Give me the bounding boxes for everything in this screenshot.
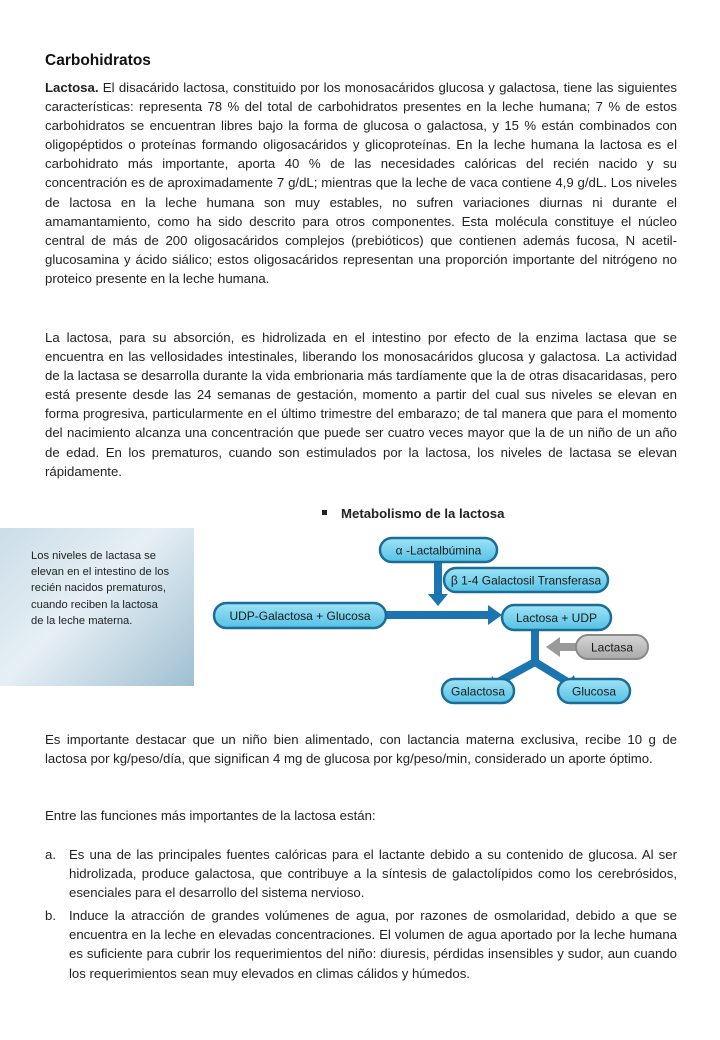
node-udp-label: UDP-Galactosa + Glucosa	[229, 609, 371, 623]
paragraph-funciones-intro: Entre las funciones más importantes de la lactosa están:	[45, 808, 376, 823]
node-alpha-label: α -Lactalbúmina	[395, 543, 482, 558]
lead-term: Lactosa.	[45, 80, 99, 95]
section-heading	[322, 506, 504, 521]
arrow-udp-head	[488, 605, 502, 625]
sidebar-note-text: Los niveles de lactasa se elevan en el intestino de los recién nacidos prematuros, cuando reciben la lactosa de la leche materna.	[31, 550, 170, 627]
list-item	[45, 845, 677, 902]
list-item	[45, 906, 677, 982]
paragraph-absorcion: La lactosa, para su absorción, es hidrolizada en el intestino por efecto de la enzima lactasa que se encuentra en las vellosidades intestinales, liberando los monosacáridos glucosa y galactosa. La actividad de la lactasa se desarrolla durante la vida embrionaria más tardíamente que la de otras disacaridasas, pero está presente desde las 24 semanas de gestación, momento a partir del cual sus niveles se elevan en forma progresiva, particularmente en el último trimestre del embarazo; de tal manera que para el momento del nacimiento alcanza una concentración que puede ser cuatro veces mayor que la de un niño de un año de edad. En los prematuros, cuando son estimulados por la lactosa, los niveles de lactasa se elevan rápidamente.	[45, 330, 677, 479]
node-glucosa	[558, 679, 630, 703]
page-title: Carbohidratos	[45, 52, 151, 69]
lactose-metabolism-diagram	[200, 528, 660, 713]
arrow-lactasa-head	[546, 637, 560, 657]
node-lactasa-label: Lactasa	[590, 640, 634, 655]
arrow-branch-right	[535, 662, 566, 681]
list-marker: a.	[45, 847, 56, 862]
list-item-text: Es una de las principales fuentes calóricas para el lactante debido a su contenido de glucosa. Al ser hidrolizada, produce galactosa, que contribuye a la síntesis de galactolípidos como los cerebrósidos, esenciales para el desarrollo del sistema nervioso.	[69, 847, 677, 901]
node-alpha-lactalbumina	[380, 538, 497, 562]
node-glucosa-label: Glucosa	[571, 684, 617, 699]
paragraph-aporte: Es importante destacar que un niño bien alimentado, con lactancia materna exclusiva, recibe 10 g de lactosa por kg/peso/día, que significan 4 mg de glucosa por kg/peso/min, considerado un aporte óptimo.	[45, 732, 677, 767]
node-lactosa-udp	[502, 605, 611, 630]
node-enzyme-label: β 1-4 Galactosil Transferasa	[450, 573, 602, 588]
list-marker: b.	[45, 908, 56, 924]
bullet-icon	[322, 510, 327, 515]
arrow-alpha-head	[428, 594, 448, 606]
arrow-udp-right	[384, 611, 490, 619]
node-galactosa-label: Galactosa	[450, 684, 506, 699]
node-lactasa	[576, 635, 648, 659]
sidebar-note-box	[0, 528, 194, 686]
list-item-text: Induce la atracción de grandes volúmenes de agua, por razones de osmolaridad, debido a que se encuentra en la leche en elevadas concentraciones. El volumen de agua aportado por la leche humana es suficiente para cubrir los requerimientos del niño: diuresis, pérdidas insensibles y sudor, aun cuando los requerimientos sean muy elevados en climas cálidos y húmedos.	[69, 908, 677, 981]
section-heading-text: Metabolismo de la lactosa	[341, 506, 505, 521]
node-lactosa-udp-label: Lactosa + UDP	[515, 611, 598, 625]
arrow-alpha-down	[434, 560, 442, 596]
node-udp-galactosa	[214, 603, 386, 628]
arrow-lactosa-down	[531, 630, 539, 664]
paragraph-text: El disacárido lactosa, constituido por los monosacáridos glucosa y galactosa, tiene las siguientes características: representa 78 % del total de carbohidratos presentes en la leche humana; 7 % de estos carbohidratos se encuentran libres bajo la forma de glucosa o galactosa, y 15 % están combinados con oligopéptidos o proteínas formando oligosacáridos y glicoproteínas. En la leche humana la lactosa es el carbohidrato más importante, aporta 40 % de las necesidades calóricas del recién nacido y su concentración es de aproximadamente 7 g/dL; mientras que la leche de vaca contiene 4,9 g/dL. Los niveles de lactosa en la leche humana son muy estables, no sufren variaciones diurnas ni durante el amamantamiento, como ha sido descrito para otros componentes. Esta molécula constituye el núcleo central de más de 200 oligosacáridos complejos (prebióticos) que contienen además fucosa, N acetil-glucosamina y ácido siálico; estos oligosacáridos representan una proporción importante del nitrógeno no proteico presente en la leche humana.	[45, 80, 677, 286]
node-galactosil-transferasa	[444, 568, 608, 592]
functions-list	[45, 845, 677, 987]
paragraph-lactosa-intro	[45, 78, 677, 288]
node-galactosa	[442, 679, 514, 703]
